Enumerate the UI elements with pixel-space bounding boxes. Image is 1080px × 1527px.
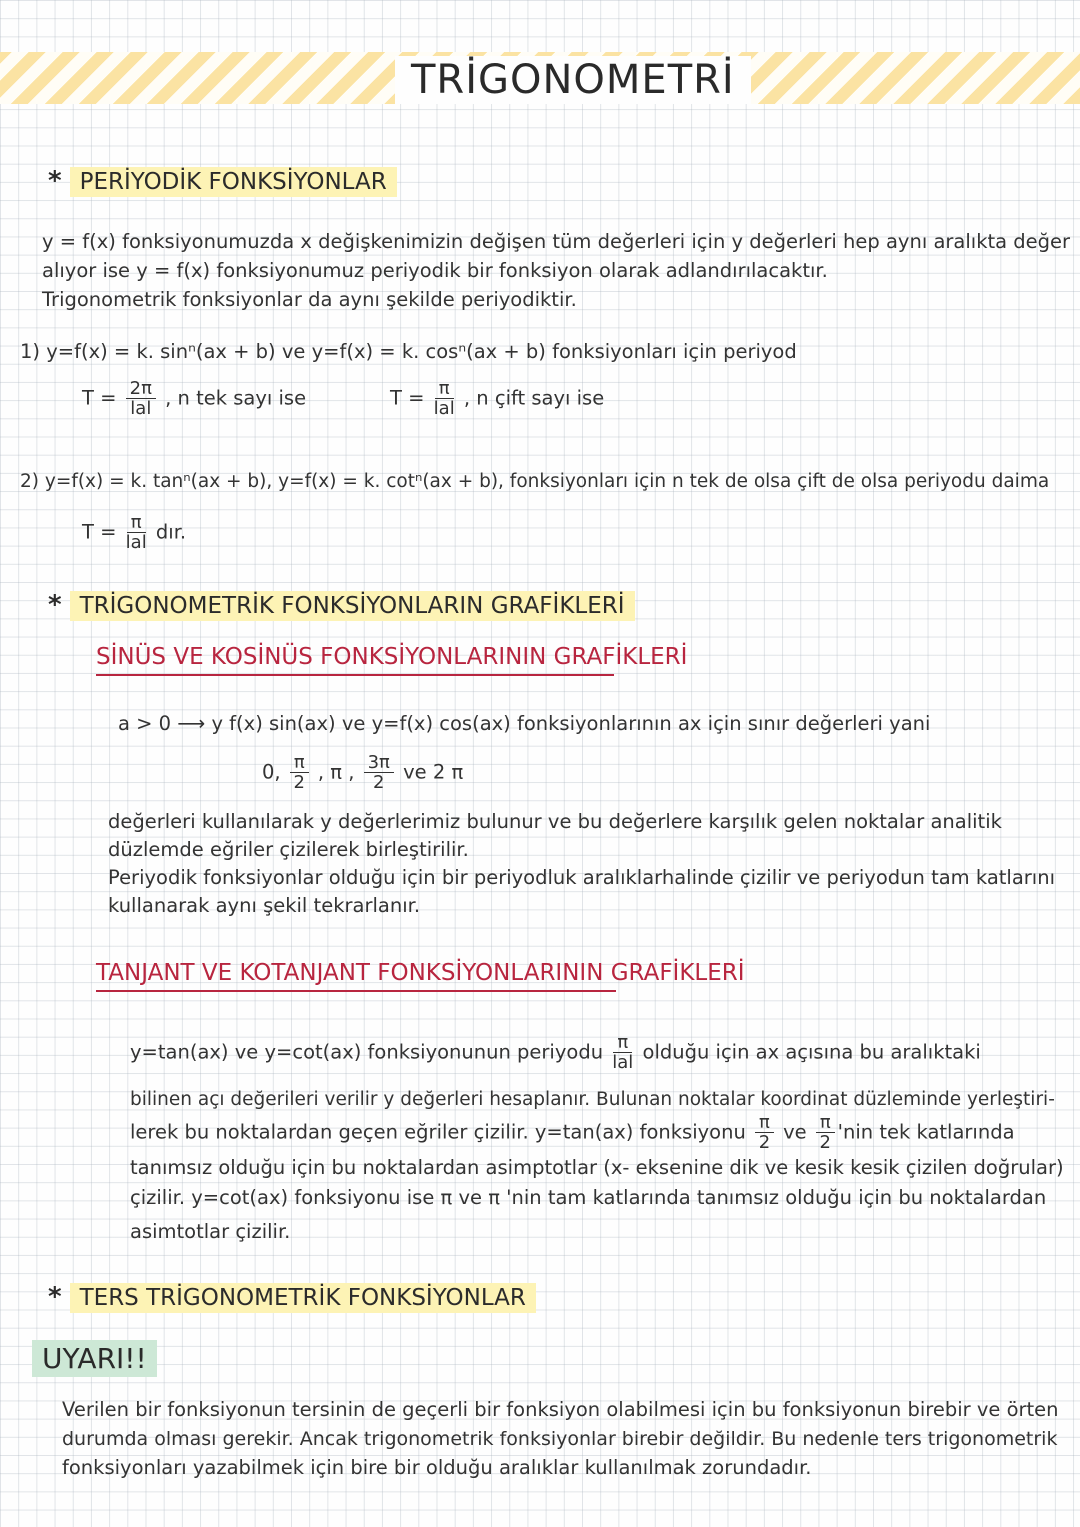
numerator: π: [613, 1034, 632, 1053]
numerator: π: [290, 754, 309, 773]
numerator: π: [755, 1114, 774, 1133]
warning-line: durumda olması gerekir. Ancak trigonometrik fonksiyonlar birebir değildir. Bu nedenle ters trigonometrik: [62, 1428, 1058, 1450]
section-heading-inverse: [48, 1282, 536, 1312]
sin-cos-intro: a > 0 ⟶ y f(x) sin(ax) ve y=f(x) cos(ax) fonksiyonlarının ax için sınır değerleri yani: [118, 712, 931, 735]
paragraph-line: y = f(x) fonksiyonumuzda x değişkenimizin değişen tüm değerleri için y değerleri hep aynı aralıkta değer: [42, 230, 1071, 253]
value-pi: , π ,: [317, 760, 355, 784]
asterisk-icon: *: [48, 590, 62, 620]
denominator: 2: [758, 1132, 771, 1153]
denominator: lal: [433, 398, 455, 419]
numerator: 3π: [364, 754, 394, 773]
text: 'nin tek katlarında: [837, 1120, 1015, 1144]
fraction: [755, 1114, 774, 1152]
text: olduğu için ax açısına bu aralıktaki: [642, 1040, 981, 1064]
numerator: π: [435, 380, 454, 399]
period-formula-tan: [82, 514, 186, 552]
asterisk-icon: *: [48, 1282, 62, 1312]
numerator: π: [127, 514, 146, 533]
paragraph-line: değerleri kullanılarak y değerlerimiz bulunur ve bu değerlere karşılık gelen noktalar analitik: [108, 810, 1002, 833]
fraction: [364, 754, 394, 792]
section-heading-periodic: [48, 166, 397, 196]
heading-text: TERS TRİGONOMETRİK FONKSİYONLAR: [70, 1283, 536, 1313]
text: lerek bu noktalardan geçen eğriler çizilir. y=tan(ax) fonksiyonu: [130, 1120, 746, 1144]
period-formula-odd: [82, 380, 306, 418]
numerator: 2π: [126, 380, 156, 399]
t-label: T =: [390, 386, 425, 410]
paragraph-line: kullanarak aynı şekil tekrarlanır.: [108, 894, 421, 917]
t-label: T =: [82, 520, 117, 544]
asterisk-icon: *: [48, 166, 62, 196]
numerator: π: [816, 1114, 835, 1133]
text: ve: [783, 1120, 807, 1144]
period-formula-even: [390, 380, 604, 418]
paragraph-line: Trigonometrik fonksiyonlar da aynı şekilde periyodiktir.: [42, 288, 577, 311]
paragraph-line: alıyor ise y = f(x) fonksiyonumuz periyodik bir fonksiyon olarak adlandırılacaktır.: [42, 259, 828, 282]
page-title: TRİGONOMETRİ: [395, 56, 751, 104]
condition-text: , n tek sayı ise: [165, 386, 307, 410]
subheading-sin-cos: SİNÜS VE KOSİNÜS FONKSİYONLARININ GRAFİKLERİ: [96, 644, 614, 676]
warning-line: fonksiyonları yazabilmek için bire bir olduğu aralıklar kullanılmak zorundadır.: [62, 1456, 812, 1479]
denominator: lal: [125, 532, 147, 553]
value-two-pi: ve 2 π: [403, 760, 464, 784]
denominator: lal: [130, 398, 152, 419]
denominator: 2: [819, 1132, 831, 1153]
tan-line-5: çizilir. y=cot(ax) fonksiyonu ise π ve π 'nin tam katlarında tanımsız olduğu için bu noktalardan: [130, 1186, 1047, 1209]
formula-item-1: 1) y=f(x) = k. sinⁿ(ax + b) ve y=f(x) = k. cosⁿ(ax + b) fonksiyonları için periyod: [20, 340, 797, 363]
denominator: 2: [373, 772, 385, 793]
fraction: [126, 380, 156, 418]
heading-text: PERİYODİK FONKSİYONLAR: [70, 167, 397, 197]
paragraph-line: Periyodik fonksiyonlar olduğu için bir periyodluk aralıklarhalinde çizilir ve periyodun tam katlarını: [108, 866, 1055, 889]
paragraph-line: düzlemde eğriler çizilerek birleştirilir.: [108, 838, 469, 861]
fraction: [290, 754, 309, 792]
heading-text: TRİGONOMETRİK FONKSİYONLARIN GRAFİKLERİ: [70, 591, 635, 621]
warning-label: UYARI!!: [32, 1340, 157, 1377]
tan-line-6: asimtotlar çizilir.: [130, 1220, 291, 1243]
tan-line-2: bilinen açı değerileri verilir y değerleri hesaplanır. Bulunan noktalar koordinat düzleminde yerleştiri-: [130, 1089, 1055, 1110]
value-zero: 0,: [262, 760, 281, 784]
suffix-text: dır.: [155, 520, 187, 544]
text: y=tan(ax) ve y=cot(ax) fonksiyonunun periyodu: [130, 1040, 604, 1064]
t-label: T =: [82, 386, 117, 410]
fraction: [126, 514, 147, 552]
boundary-values: [262, 754, 463, 792]
fraction: [434, 380, 455, 418]
fraction: [816, 1114, 835, 1152]
subheading-tan-cot: TANJANT VE KOTANJANT FONKSİYONLARININ GRAFİKLERİ: [96, 960, 616, 992]
formula-item-2: 2) y=f(x) = k. tanⁿ(ax + b), y=f(x) = k. cotⁿ(ax + b), fonksiyonları için n tek de olsa çift de olsa periyodu daima: [20, 471, 1050, 492]
warning-line: Verilen bir fonksiyonun tersinin de geçerli bir fonksiyon olabilmesi için bu fonksiyonun birebir ve örten: [62, 1398, 1059, 1421]
tan-line-3: [130, 1114, 1015, 1152]
denominator: 2: [293, 772, 305, 793]
tan-line-4: tanımsız olduğu için bu noktalardan asimptotlar (x- eksenine dik ve kesik kesik çizilen doğrular): [130, 1156, 1064, 1179]
tan-line-1: [130, 1034, 981, 1072]
condition-text: , n çift sayı ise: [463, 386, 605, 410]
denominator: lal: [612, 1052, 634, 1073]
fraction: [612, 1034, 633, 1072]
section-heading-graphs: [48, 590, 635, 620]
